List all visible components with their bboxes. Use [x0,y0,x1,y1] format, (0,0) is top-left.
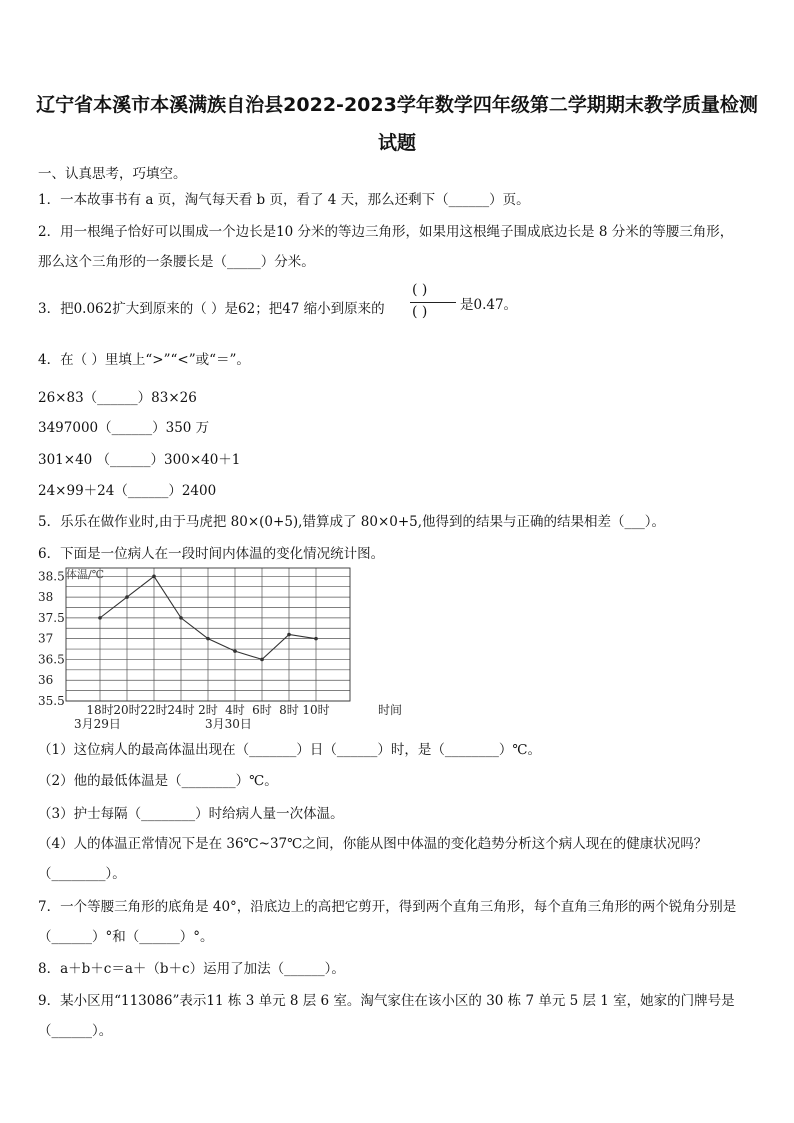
y-tick-label: 36 [38,673,54,688]
question-6-stem: 6．下面是一位病人在一段时间内体温的变化情况统计图。 [38,546,385,562]
y-axis-label: 体温/℃ [66,568,105,581]
question-6-sub1: （1）这位病人的最高体温出现在（_______）日（______）时，是（________）℃。 [38,742,541,758]
data-point [314,637,318,641]
data-point [260,658,264,662]
data-point [152,575,156,579]
document-title-line1: 辽宁省本溪市本溪满族自治县2022-2023学年数学四年级第二学期期末教学质量检测 [36,94,758,116]
question-4-item: 301×40 （______）300×40＋1 [38,452,241,468]
date-label-2: 3月30日 [205,717,252,731]
question-9-line2: （______）。 [38,1023,113,1039]
data-point [233,649,237,653]
y-tick-label: 37.5 [38,610,65,625]
x-tick-label: 18时 [86,703,114,717]
question-4-item: 3497000（______）350 万 [38,420,210,436]
chart-grid [66,568,350,701]
question-4-item: 24×99＋24（______）2400 [38,483,217,499]
question-6-sub4: （4）人的体温正常情况下是在 36℃~37℃之间，你能从图中体温的变化趋势分析这个病人现在的健康状况吗？ [38,836,708,852]
section-heading: 一、认真思考，巧填空。 [38,166,187,182]
fraction-denominator: ( ) [412,304,428,320]
data-point [98,616,102,620]
data-point [287,633,291,637]
question-9-line1: 9．某小区用“113086”表示11 栋 3 单元 8 层 6 室。淘气家住在该小区的 30 栋 7 单元 5 层 1 室，她家的门牌号是 [38,993,735,1009]
x-tick-label: 22时 [140,703,168,717]
y-tick-label: 38.5 [38,569,65,584]
temperature-line-chart [34,562,434,732]
question-3-tail: 是0.47。 [460,297,518,313]
fraction-blank [410,282,518,324]
y-tick-label: 37 [38,631,54,646]
x-tick-label: 4时 [225,703,245,717]
question-5: 5．乐乐在做作业时,由于马虎把 80×(0+5),错算成了 80×0+5,他得到的结果与正确的结果相差（___）。 [38,514,666,530]
document-title-line2: 试题 [377,132,416,154]
x-axis-label: 时间 [378,703,403,717]
question-2-line2: 那么这个三角形的一条腰长是（_____）分米。 [38,254,315,270]
data-point [179,616,183,620]
data-point [125,595,129,599]
date-label-1: 3月29日 [74,717,121,731]
question-2-line1: 2．用一根绳子恰好可以围成一个边长是10 分米的等边三角形，如果用这根绳子围成底边长是 8 分米的等腰三角形， [38,224,734,240]
question-8: 8．a＋b＋c＝a＋（b＋c）运用了加法（______）。 [38,961,345,977]
question-3: 3．把0.062扩大到原来的（ ）是62；把47 缩小到原来的 [38,301,385,317]
question-6-sub4-answer: （________）。 [38,866,126,882]
question-7-line2: （______）°和（______）°。 [38,929,214,945]
question-1: 1．一本故事书有 a 页，淘气每天看 b 页，看了 4 天，那么还剩下（______）页。 [38,192,530,208]
y-tick-label: 38 [38,590,54,605]
y-tick-label: 36.5 [38,652,65,667]
x-tick-labels [86,702,329,717]
x-tick-label: 10时 [302,703,330,717]
data-point [206,637,210,641]
x-tick-label: 20时 [113,703,141,717]
x-tick-label: 6时 [252,703,272,717]
y-tick-label: 35.5 [38,694,65,708]
fraction-bar [410,302,456,303]
question-7-line1: 7．一个等腰三角形的底角是 40°，沿底边上的高把它剪开，得到两个直角三角形，每个直角三角形的两个锐角分别是 [38,899,737,915]
y-tick-labels [38,569,65,708]
x-tick-label: 2时 [198,703,218,717]
question-6-sub3: （3）护士每隔（________）时给病人量一次体温。 [38,806,344,822]
question-4-item: 26×83（______）83×26 [38,390,197,406]
x-tick-label: 8时 [279,703,299,717]
question-4-stem: 4．在（ ）里填上“>”“<”或“＝”。 [38,352,250,368]
question-6-sub2: （2）他的最低体温是（________）℃。 [38,773,278,789]
x-tick-label: 24时 [167,703,195,717]
fraction-numerator: ( ) [412,282,428,298]
